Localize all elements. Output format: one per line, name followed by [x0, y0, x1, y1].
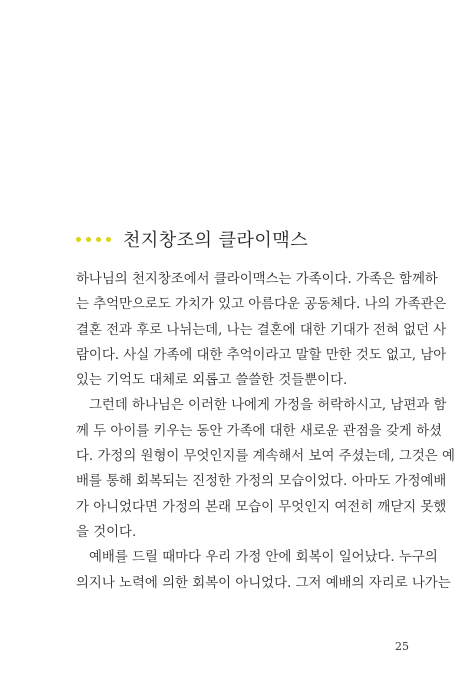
page-number: 25: [395, 640, 409, 653]
text-line: 다. 가정의 원형이 무엇인지를 계속해서 보여 주셨는데, 그것은 예: [76, 449, 455, 465]
chapter-title: 천지창조의 클라이맥스: [123, 230, 309, 251]
bullet-dot-icon: [76, 237, 81, 242]
text-line: 있는 기억도 대체로 외롭고 쓸쓸한 것들뿐이다.: [76, 373, 348, 389]
text-line: 배를 통해 회복되는 진정한 가정의 모습이었다. 아마도 가정예배: [76, 474, 447, 490]
text-line: 람이다. 사실 가족에 대한 추억이라고 말할 만한 것도 없고, 남아: [76, 347, 447, 363]
text-line: 가 아니었다면 가정의 본래 모습이 무엇인지 여전히 깨닫지 못했: [76, 499, 447, 515]
bullet-dot-icon: [106, 237, 111, 242]
bullet-dot-icon: [96, 237, 101, 242]
text-line: 하나님의 천지창조에서 클라이맥스는 가족이다. 가족은 함께하: [76, 272, 438, 287]
text-line: 예배를 드릴 때마다 우리 가정 안에 회복이 일어났다. 누구의: [89, 550, 438, 566]
body-text: [76, 267, 455, 596]
chapter-heading: [76, 226, 308, 252]
text-line: 그런데 하나님은 이러한 나에게 가정을 허락하시고, 남편과 함: [89, 398, 447, 414]
text-line: 는 추억만으로도 가치가 있고 아름다운 공동체다. 나의 가족관은: [76, 297, 447, 313]
bullet-dot-icon: [86, 237, 91, 242]
text-line: 결혼 전과 후로 나뉘는데, 나는 결혼에 대한 기대가 전혀 없던 사: [76, 322, 447, 338]
text-line: 을 것이다.: [76, 524, 137, 540]
heading-bullets: [76, 237, 111, 242]
text-line: 께 두 아이를 키우는 동안 가족에 대한 새로운 관점을 갖게 하셨: [76, 423, 442, 439]
text-line: 의지나 노력에 의한 회복이 아니었다. 그저 예배의 자리로 나가는: [76, 575, 451, 591]
